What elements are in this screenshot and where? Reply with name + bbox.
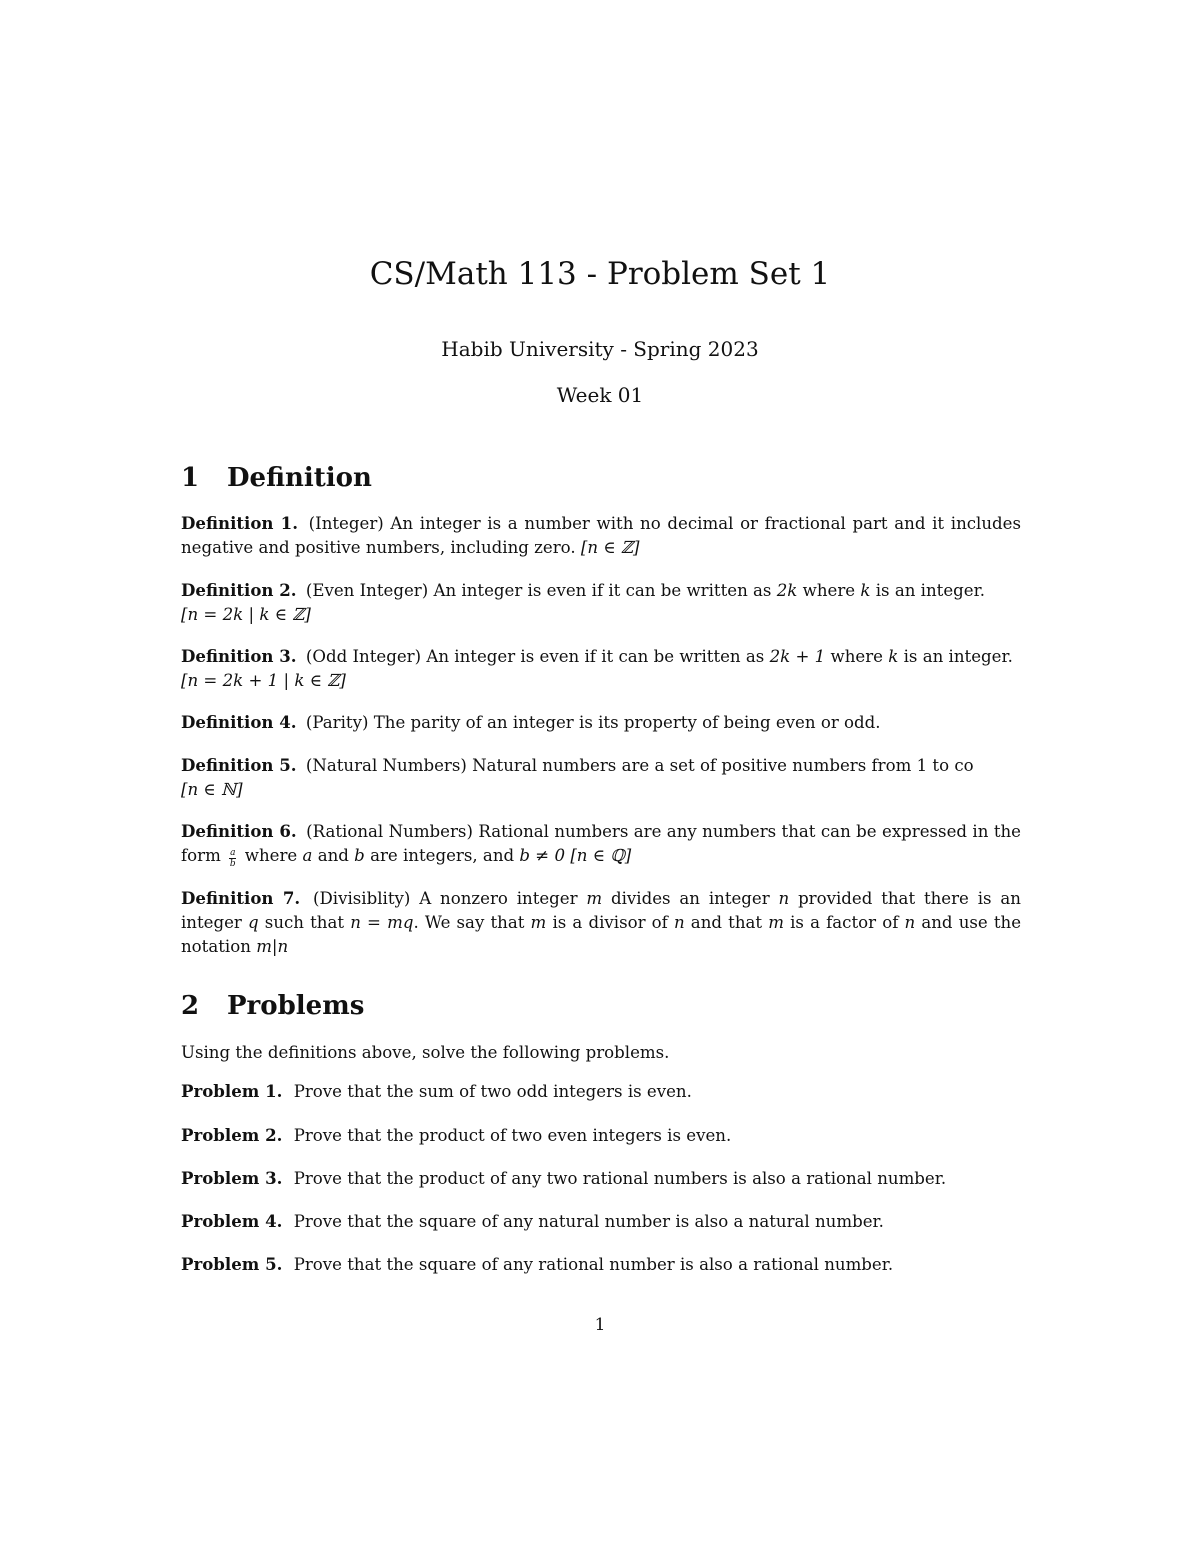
definition-expression: 2k + 1: [769, 647, 826, 666]
section-number: 2: [181, 991, 200, 1021]
definition-variable: m: [530, 913, 547, 932]
definition-term: (Integer): [308, 514, 384, 533]
section-heading-problems: [181, 989, 1021, 1023]
definition-5: [181, 753, 1021, 802]
definition-text: provided that there is an integer: [181, 889, 1021, 932]
definition-variable: q: [248, 913, 259, 932]
section-title: Definition: [227, 463, 372, 493]
fraction-denominator: b: [229, 859, 236, 869]
definition-label: Definition 2.: [181, 580, 297, 600]
definition-text: is a factor of: [790, 913, 899, 932]
definition-condition: b ≠ 0: [519, 846, 566, 865]
definition-label: Definition 1.: [181, 513, 298, 533]
definition-notation: [n = 2k + 1 | k ∈ ℤ]: [181, 671, 346, 690]
problem-label: Problem 4.: [181, 1211, 283, 1231]
section-title: Problems: [227, 991, 365, 1021]
definition-text: is an integer.: [875, 581, 985, 600]
definition-term: (Parity): [305, 713, 369, 732]
definition-variable: a: [302, 846, 313, 865]
problem-text: Prove that the product of two even integers is even.: [293, 1126, 732, 1145]
problem-label: Problem 2.: [181, 1125, 283, 1145]
definition-label: Definition 7.: [181, 888, 301, 908]
definition-variable: k: [888, 647, 899, 666]
problem-label: Problem 1.: [181, 1081, 283, 1101]
definition-6: [181, 819, 1021, 869]
problem-1: [181, 1079, 1021, 1104]
definition-text: Rational numbers are any numbers that can be expressed in the form: [181, 822, 1021, 865]
definition-text: and: [317, 846, 349, 865]
definition-text: divides an integer: [611, 889, 770, 908]
definition-text: The parity of an integer is its property of being even or odd.: [373, 713, 881, 732]
section-number: 1: [181, 463, 200, 493]
definition-text: Natural numbers are a set of positive numbers from 1 to co: [472, 756, 974, 775]
definition-label: Definition 6.: [181, 821, 297, 841]
definition-label: Definition 4.: [181, 712, 297, 732]
definition-notation: [n = 2k | k ∈ ℤ]: [181, 605, 311, 624]
fraction-numerator: a: [230, 848, 236, 858]
problem-text: Prove that the product of any two rational numbers is also a rational number.: [293, 1169, 947, 1188]
definition-text: A nonzero integer: [419, 889, 578, 908]
document-author: Habib University - Spring 2023: [441, 337, 759, 361]
problem-3: [181, 1166, 1021, 1191]
definition-variable: m: [586, 889, 603, 908]
problem-5: [181, 1252, 1021, 1277]
definition-text: where: [830, 647, 883, 666]
problem-text: Prove that the square of any natural number is also a natural number.: [293, 1212, 884, 1231]
problem-label: Problem 5.: [181, 1254, 283, 1274]
definition-term: (Divisiblity): [313, 889, 411, 908]
definition-3: [181, 644, 1021, 693]
definition-text: . We say that: [413, 913, 525, 932]
definition-text: is a divisor of: [552, 913, 668, 932]
problem-4: [181, 1209, 1021, 1234]
definition-variable: n: [904, 913, 916, 932]
fraction: [229, 848, 236, 869]
problems-intro: Using the definitions above, solve the following problems.: [181, 1043, 670, 1062]
definition-2: [181, 578, 1021, 627]
definition-label: Definition 5.: [181, 755, 297, 775]
problem-label: Problem 3.: [181, 1168, 283, 1188]
problem-text: Prove that the sum of two odd integers is even.: [293, 1082, 692, 1101]
definition-text: such that: [264, 913, 345, 932]
definition-term: (Rational Numbers): [306, 822, 473, 841]
definition-notation: m|n: [256, 937, 289, 956]
problem-text: Prove that the square of any rational number is also a rational number.: [293, 1255, 894, 1274]
definition-text: where: [244, 846, 298, 865]
definition-text: An integer is even if it can be written as: [426, 647, 765, 666]
definition-variable: n: [673, 913, 685, 932]
definition-variable: k: [860, 581, 871, 600]
document-title: CS/Math 113 - Problem Set 1: [369, 256, 831, 292]
definition-variable: n: [778, 889, 790, 908]
definition-4: [181, 710, 1021, 735]
definition-notation: [n ∈ ℤ]: [580, 538, 640, 557]
definition-expression: 2k: [776, 581, 798, 600]
document-date: Week 01: [556, 383, 644, 407]
definition-notation: [n ∈ ℕ]: [181, 780, 243, 799]
definition-1: [181, 511, 1021, 560]
definition-variable: b: [354, 846, 365, 865]
definition-text: is an integer.: [903, 647, 1013, 666]
definition-term: (Odd Integer): [305, 647, 422, 666]
problem-2: [181, 1123, 1021, 1148]
page-number: 1: [594, 1315, 606, 1335]
section-heading-definition: [181, 461, 1021, 495]
definition-7: [181, 886, 1021, 959]
definition-text: and use the notation: [181, 913, 1022, 956]
definition-text: where: [802, 581, 856, 600]
definition-equation: n = mq: [350, 913, 414, 932]
definition-text: An integer is a number with no decimal or fractional part and it includes negative and positive numbers, including zero.: [181, 514, 1022, 557]
definition-text: and that: [690, 913, 763, 932]
definition-text: An integer is even if it can be written as: [433, 581, 772, 600]
definition-text: are integers, and: [370, 846, 515, 865]
definition-term: (Even Integer): [305, 581, 429, 600]
definition-notation: [n ∈ ℚ]: [570, 846, 632, 865]
definition-term: (Natural Numbers): [305, 756, 467, 775]
definition-label: Definition 3.: [181, 646, 297, 666]
definition-variable: m: [768, 913, 784, 932]
